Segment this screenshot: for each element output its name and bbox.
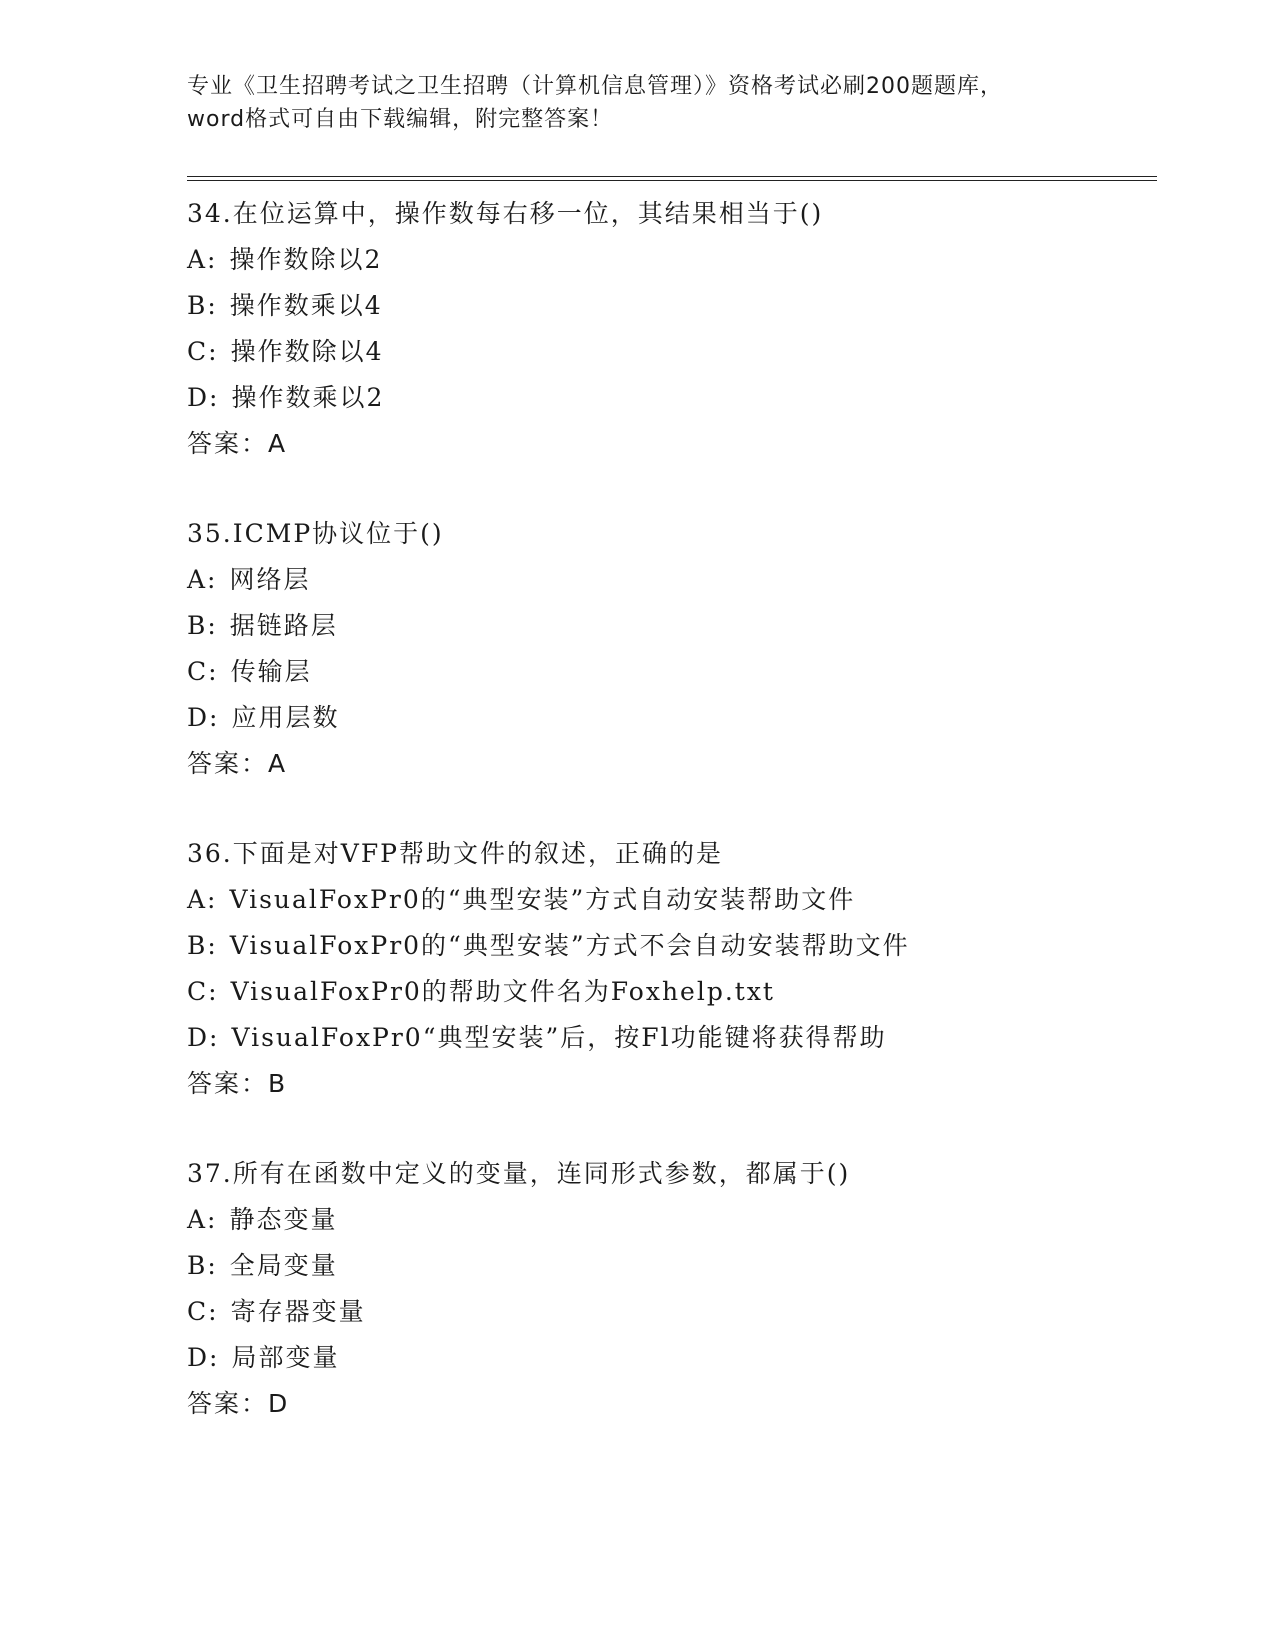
- header-title-line-1: 专业《卫生招聘考试之卫生招聘（计算机信息管理）》资格考试必刷200题题库，: [187, 74, 1003, 99]
- option-text: 应用层数: [231, 703, 340, 732]
- option-label: B:: [187, 931, 218, 960]
- option-label: B:: [187, 1251, 218, 1280]
- option-text: VisualFoxPr0的“典型安装”方式不会自动安装帮助文件: [229, 931, 910, 960]
- option-a: [187, 557, 1157, 603]
- option-a: [187, 1197, 1157, 1243]
- option-label: D:: [187, 1023, 220, 1052]
- option-a: [187, 877, 1157, 923]
- option-b: [187, 1243, 1157, 1289]
- option-text: VisualFoxPr0的“典型安装”方式自动安装帮助文件: [229, 885, 856, 914]
- option-c: [187, 1289, 1157, 1335]
- answer-prefix: 答案：: [187, 749, 269, 778]
- question-stem: 37.所有在函数中定义的变量，连同形式参数，都属于(): [187, 1159, 851, 1188]
- answer: [187, 1061, 1157, 1107]
- answer: [187, 1381, 1157, 1427]
- option-label: A:: [187, 885, 218, 914]
- header-title-line-2: word格式可自由下载编辑，附完整答案！: [187, 107, 614, 132]
- option-text: 操作数乘以2: [231, 383, 385, 412]
- option-b: [187, 283, 1157, 329]
- answer: [187, 421, 1157, 467]
- option-text: 操作数除以2: [229, 245, 383, 274]
- option-d: [187, 695, 1157, 741]
- answer-value: A: [268, 429, 288, 458]
- answer-prefix: 答案：: [187, 1069, 269, 1098]
- option-label: A:: [187, 245, 218, 274]
- option-d: [187, 1015, 1157, 1061]
- option-c: [187, 969, 1157, 1015]
- question-37: [187, 1151, 1157, 1427]
- option-d: [187, 1335, 1157, 1381]
- divider-line-bottom: [187, 180, 1157, 181]
- question-35: [187, 511, 1157, 787]
- option-label: A:: [187, 565, 218, 594]
- question-stem: 35.ICMP协议位于(): [187, 519, 444, 548]
- option-c: [187, 329, 1157, 375]
- option-text: 局部变量: [231, 1343, 340, 1372]
- option-c: [187, 649, 1157, 695]
- answer-value: D: [268, 1389, 290, 1418]
- option-text: 操作数除以4: [230, 337, 384, 366]
- option-text: 网络层: [229, 565, 311, 594]
- option-d: [187, 375, 1157, 421]
- option-label: C:: [187, 337, 219, 366]
- option-text: 寄存器变量: [230, 1297, 366, 1326]
- option-label: D:: [187, 383, 220, 412]
- divider-line-top: [187, 176, 1157, 177]
- answer-value: A: [268, 749, 288, 778]
- document-header: [187, 70, 1157, 136]
- answer-prefix: 答案：: [187, 429, 269, 458]
- answer: [187, 741, 1157, 787]
- option-text: 传输层: [230, 657, 312, 686]
- question-stem: 36.下面是对VFP帮助文件的叙述，正确的是: [187, 839, 723, 868]
- answer-prefix: 答案：: [187, 1389, 269, 1418]
- option-b: [187, 923, 1157, 969]
- question-stem: 34.在位运算中，操作数每右移一位，其结果相当于(): [187, 199, 824, 228]
- option-text: 操作数乘以4: [229, 291, 383, 320]
- question-36: [187, 831, 1157, 1107]
- option-label: B:: [187, 291, 218, 320]
- option-text: 全局变量: [229, 1251, 338, 1280]
- option-label: D:: [187, 1343, 220, 1372]
- question-34: [187, 191, 1157, 467]
- option-text: VisualFoxPr0“典型安装”后，按Fl功能键将获得帮助: [231, 1023, 887, 1052]
- document-page: [187, 70, 1157, 1471]
- option-label: C:: [187, 1297, 219, 1326]
- option-a: [187, 237, 1157, 283]
- option-text: 静态变量: [229, 1205, 338, 1234]
- option-label: C:: [187, 977, 219, 1006]
- option-label: A:: [187, 1205, 218, 1234]
- option-label: C:: [187, 657, 219, 686]
- option-b: [187, 603, 1157, 649]
- answer-value: B: [268, 1069, 288, 1098]
- option-text: 据链路层: [229, 611, 338, 640]
- option-label: B:: [187, 611, 218, 640]
- question-list: [187, 191, 1157, 1427]
- option-label: D:: [187, 703, 220, 732]
- header-divider: [187, 176, 1157, 181]
- option-text: VisualFoxPr0的帮助文件名为Foxhelp.txt: [230, 977, 775, 1006]
